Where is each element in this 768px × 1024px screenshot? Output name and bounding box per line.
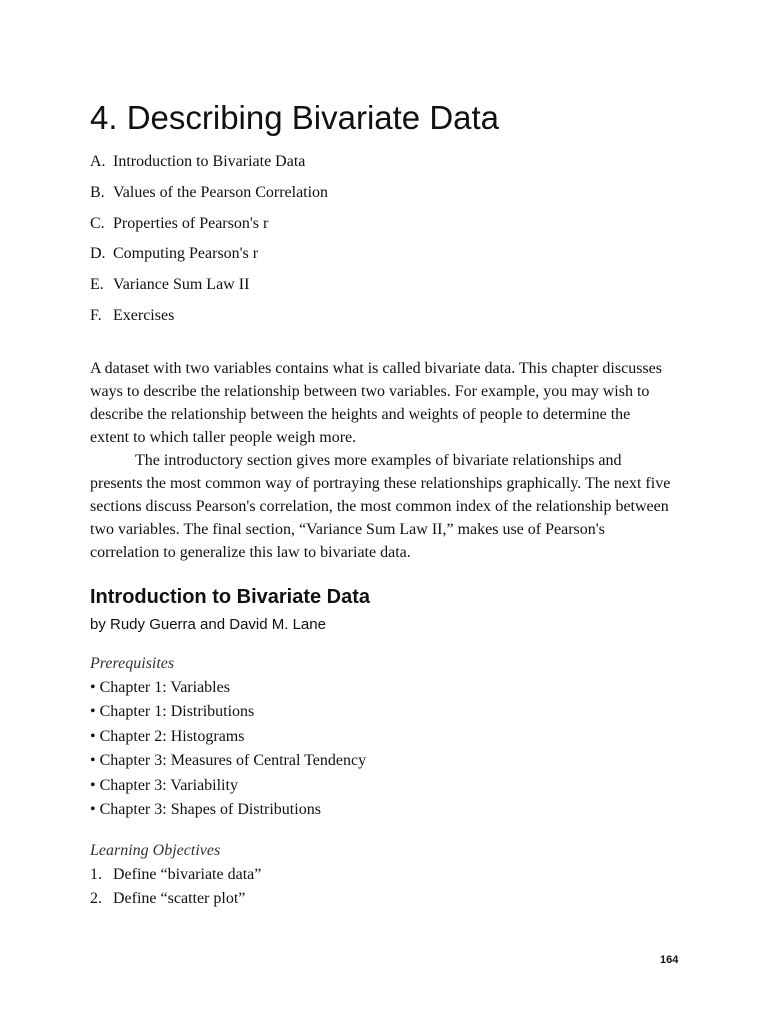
- intro-paragraph: A dataset with two variables contains what is called bivariate data. This chapter discusses ways to describe the relationship between two variables. For example, you may wish to describe the relationship between the heights and weights of people to determine the extent to which taller people weigh more.: [90, 360, 662, 446]
- chapter-contents-list: [90, 150, 328, 335]
- toc-item: [90, 304, 328, 335]
- objective-text: Define “bivariate data”: [113, 866, 262, 883]
- chapter-title: 4. Describing Bivariate Data: [90, 99, 500, 136]
- prerequisite-item: • Chapter 1: Distributions: [90, 703, 255, 721]
- prerequisite-item: • Chapter 3: Variability: [90, 776, 238, 794]
- toc-item: [90, 150, 328, 181]
- toc-text: Values of the Pearson Correlation: [113, 183, 329, 201]
- toc-letter: F.: [90, 306, 102, 324]
- toc-text: Exercises: [113, 306, 175, 324]
- objective-text: Define “scatter plot”: [113, 890, 246, 908]
- section-byline: by Rudy Guerra and David M. Lane: [90, 616, 326, 633]
- prerequisites-list: [90, 677, 366, 823]
- objective-number: 2.: [90, 890, 102, 908]
- toc-text: Introduction to Bivariate Data: [113, 153, 306, 170]
- prerequisites-heading: Prerequisites: [90, 655, 175, 672]
- objective-item: [90, 864, 261, 888]
- toc-item: [90, 181, 328, 212]
- section-title: Introduction to Bivariate Data: [90, 586, 371, 608]
- toc-letter: D.: [90, 245, 106, 263]
- toc-item: [90, 242, 328, 273]
- objective-number: 1.: [90, 866, 102, 883]
- prerequisite-item: • Chapter 2: Histograms: [90, 727, 245, 745]
- learning-objectives-list: [90, 864, 261, 913]
- toc-item: [90, 273, 328, 304]
- learning-objectives-heading: Learning Objectives: [90, 842, 221, 859]
- toc-text: Properties of Pearson's r: [113, 214, 269, 232]
- prerequisite-item: • Chapter 3: Measures of Central Tendency: [90, 752, 367, 770]
- toc-letter: C.: [90, 214, 105, 232]
- toc-text: Variance Sum Law II: [113, 276, 250, 294]
- toc-item: [90, 212, 328, 243]
- chapter-introduction: [90, 357, 672, 564]
- intro-paragraph: The introductory section gives more examples of bivariate relationships and presents the most common way of portraying these relationships graphically. The next five sections discuss Pearson's correlation, the most common index of the relationship between two variables. The final section, “Variance Sum Law II,” makes use of Pearson's correlation to generalize this law to bivariate data.: [90, 452, 671, 561]
- toc-letter: B.: [90, 183, 105, 201]
- page-number: 164: [660, 954, 679, 966]
- prerequisite-item: • Chapter 1: Variables: [90, 679, 230, 696]
- toc-text: Computing Pearson's r: [113, 245, 259, 263]
- toc-letter: A.: [90, 153, 106, 170]
- toc-letter: E.: [90, 276, 104, 294]
- prerequisite-item: • Chapter 3: Shapes of Distributions: [90, 800, 321, 818]
- objective-item: [90, 888, 261, 912]
